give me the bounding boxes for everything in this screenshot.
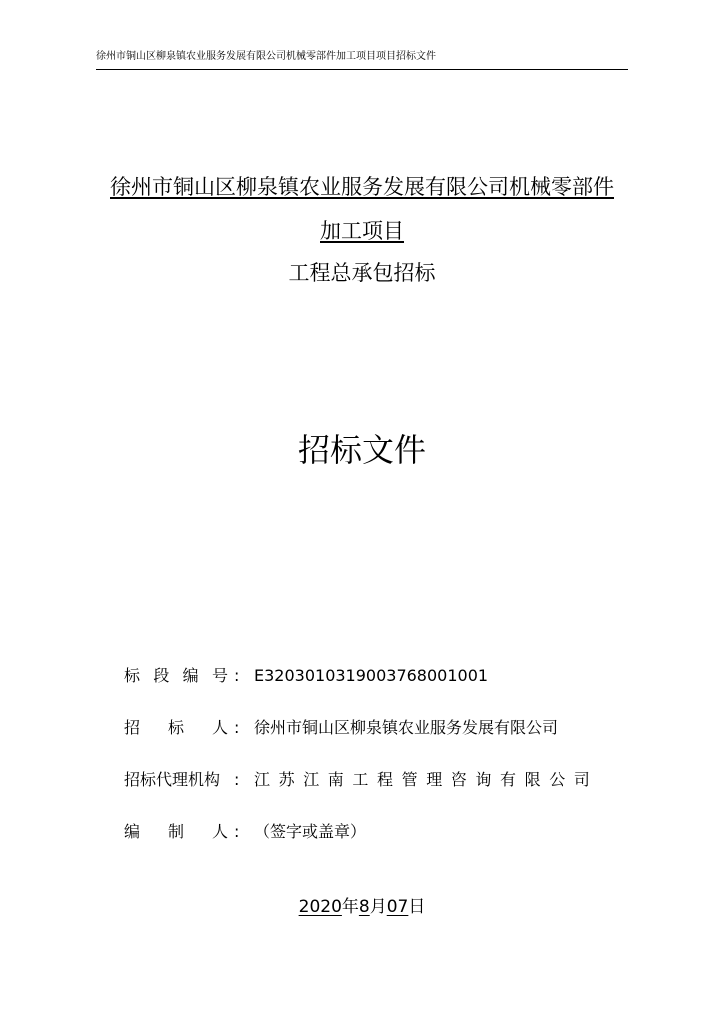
header-text: 徐州市铜山区柳泉镇农业服务发展有限公司机械零部件加工项目项目招标文件 [96,51,436,62]
field-label [124,819,228,845]
date-month: 8 [358,897,370,917]
field-value: E3203010319003768001001 [254,666,489,685]
label-text: 招标代理机构 [124,770,221,789]
label-char: 招 [124,718,141,737]
project-subtitle [60,258,664,288]
date-month-unit: 月 [369,897,387,917]
date-day-unit: 日 [408,897,426,917]
field-label [124,663,228,689]
project-title-line-2-text: 加工项目 [320,219,404,243]
field-label [124,767,228,793]
document-title: 招标文件 [297,431,426,469]
page-header [96,50,628,70]
project-title-line-1 [60,172,664,202]
label-char: 人 [211,822,228,841]
label-char: 编 [182,666,199,685]
project-title-line-2 [60,216,664,246]
label-char: 编 [124,822,141,841]
field-colon: : [234,770,240,789]
label-char: 制 [167,822,184,841]
field-value: （签字或盖章） [254,822,367,841]
issue-date [60,894,664,920]
label-char: 人 [211,718,228,737]
field-value: 江苏江南工程管理咨询有限公司 [254,770,599,789]
field-label [124,715,228,741]
project-title-line-1-text: 徐州市铜山区柳泉镇农业服务发展有限公司机械零部件 [110,175,614,199]
label-char: 号 [211,666,228,685]
label-char: 标 [167,718,184,737]
field-colon: : [234,666,240,685]
field-value: 徐州市铜山区柳泉镇农业服务发展有限公司 [254,718,559,737]
project-subtitle-text: 工程总承包招标 [288,261,436,285]
date-day: 07 [386,897,409,917]
field-colon: : [234,718,240,737]
field-colon: : [234,822,240,841]
label-char: 段 [153,666,170,685]
label-char: 标 [124,666,141,685]
date-year: 2020 [298,897,342,917]
date-year-unit: 年 [341,897,359,917]
